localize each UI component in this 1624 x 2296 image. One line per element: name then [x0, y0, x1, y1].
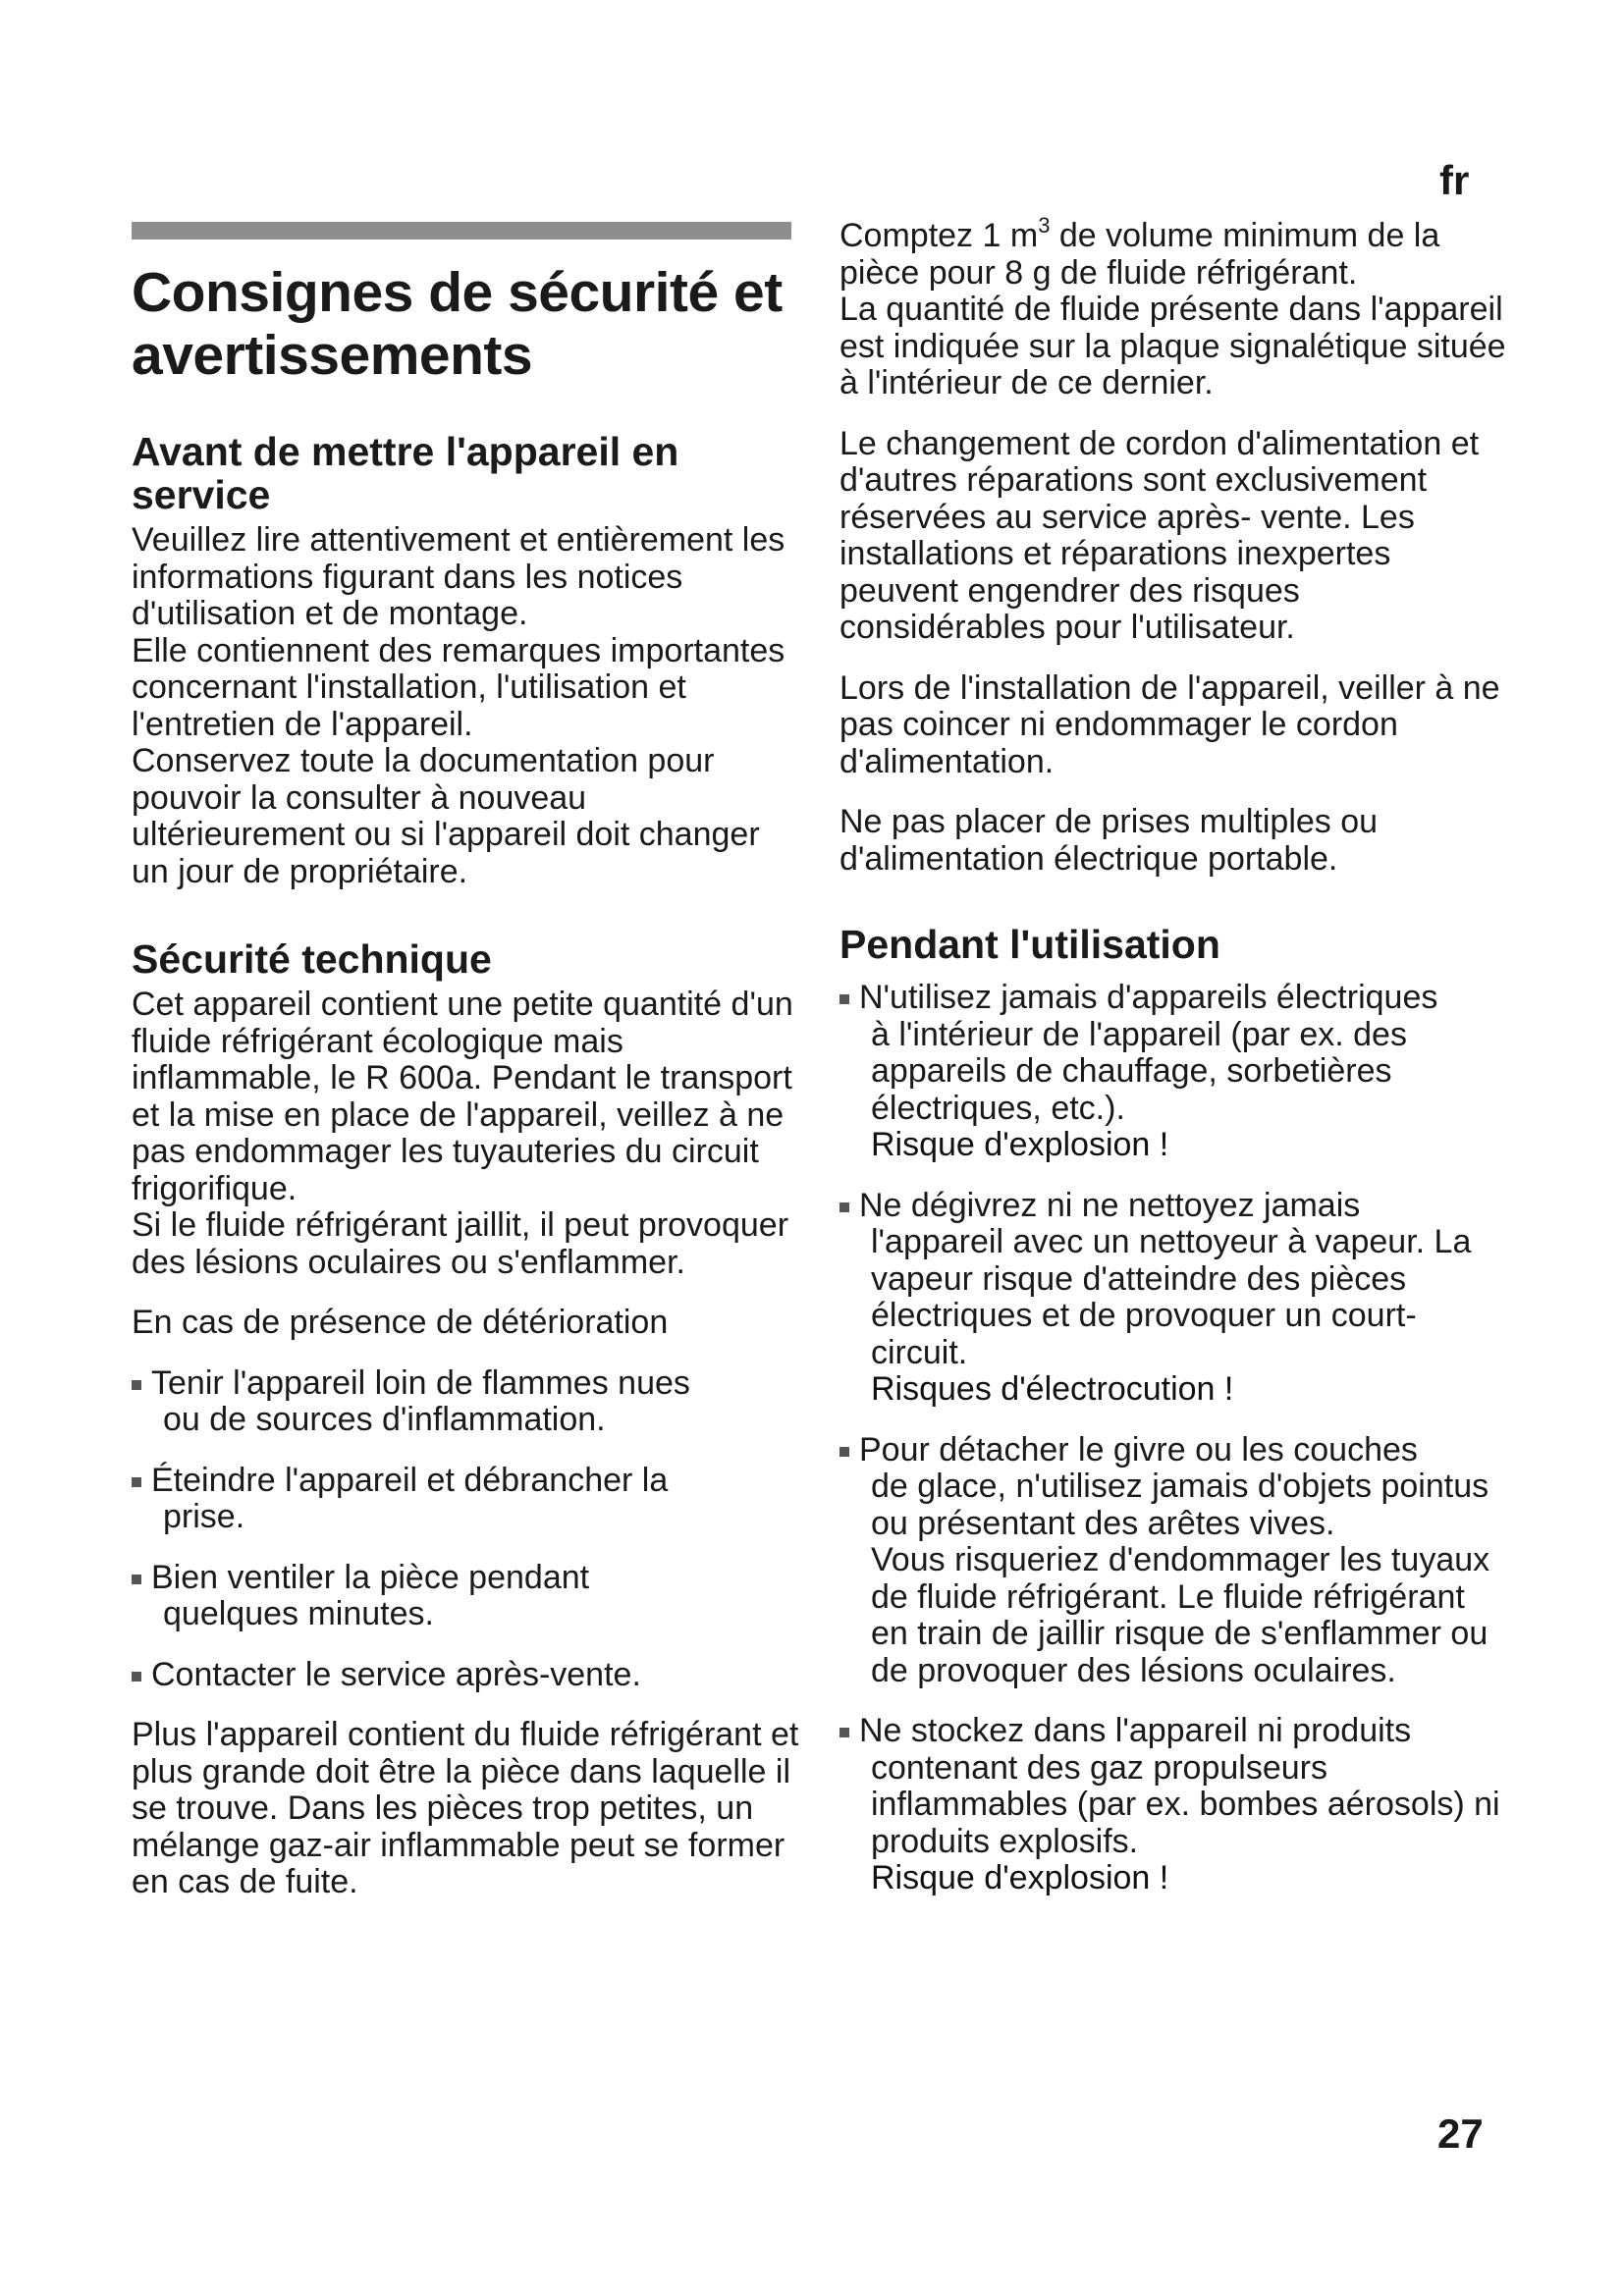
paragraph: Elle contiennent des remarques importantes concernant l'installation, l'utilisation et l'entretien de l'appareil. — [132, 631, 785, 743]
language-code: fr — [1439, 157, 1470, 203]
list-item: Éteindre l'appareil et débrancher la prise. — [132, 1463, 799, 1536]
bullet-icon — [839, 1447, 849, 1457]
bullet-icon — [132, 1477, 141, 1487]
right-column — [839, 212, 1507, 1945]
page-title: Consignes de sécurité et avertissements — [132, 261, 783, 387]
paragraph: Lors de l'installation de l'appareil, veiller à ne pas coincer ni endommager le cordon d'alimentation. — [839, 668, 1500, 780]
paragraph: Comptez 1 $m^3$ de volume minimum de la pièce pour 8 g de fluide réfrigérant. — [839, 212, 1440, 292]
paragraph: En cas de présence de détérioration — [132, 1304, 669, 1341]
bullet-icon — [132, 1575, 141, 1584]
page-number: 27 — [1437, 2110, 1484, 2157]
warning-text: Risque d'explosion ! — [871, 1859, 1169, 1896]
bullet-icon — [839, 1202, 849, 1212]
list-item: Ne dégivrez ni ne nettoyez jamais l'appareil avec un nettoyeur à vapeur. La vapeur risque d'atteindre des pièces électriques et de provoquer un court-circuit. Risques d'électrocution ! — [839, 1188, 1507, 1409]
list-item: Ne stockez dans l'appareil ni produits contenant des gaz propulseurs inflammables (par ex. bombes aérosols) ni produits explosifs. Risque d'explosion ! — [839, 1713, 1507, 1897]
bullet-icon — [839, 994, 849, 1004]
paragraph: Le changement de cordon d'alimentation et d'autres réparations sont exclusivement réservées au service après- vente. Les installations et réparations inexpertes peuvent engendrer des risques considérables pour l'utilisateur. — [839, 424, 1480, 646]
list-item: Bien ventiler la pièce pendant quelques minutes. — [132, 1560, 799, 1633]
paragraph: Plus l'appareil contient du fluide réfrigérant et plus grande doit être la pièce dans laquelle il se trouve. Dans les pièces trop petites, un mélange gaz-air inflammable peut se former en cas de fuite. — [132, 1716, 799, 1900]
paragraph: Si le fluide réfrigérant jaillit, il peut provoquer des lésions oculaires ou s'enflammer. — [132, 1206, 789, 1281]
bullet-icon — [132, 1380, 141, 1390]
section-during-use — [839, 923, 1507, 1897]
paragraph: Ne pas placer de prises multiples ou d'alimentation électrique portable. — [839, 803, 1379, 878]
warning-text: Risque d'explosion ! — [871, 1126, 1169, 1163]
list-item: Contacter le service après-vente. — [132, 1657, 799, 1694]
warning-text: Risques d'électrocution ! — [871, 1370, 1234, 1408]
list-item: Pour détacher le givre ou les couches de glace, n'utilisez jamais d'objets pointus ou présentant des arêtes vives. Vous risqueriez d'endommager les tuyaux de fluide réfrigérant. Le fluide réfrigérant en train de jaillir risque de s'enflammer ou de provoquer des lésions oculaires. — [839, 1432, 1507, 1690]
section-rule — [132, 222, 791, 240]
section-technical-safety — [132, 937, 799, 1901]
paragraph: Conservez toute la documentation pour pouvoir la consulter à nouveau ultérieurement ou si l'appareil doit changer un jour de propriétaire. — [132, 742, 760, 890]
bullet-icon — [839, 1728, 849, 1737]
bullet-list — [839, 980, 1507, 1897]
left-column — [132, 222, 799, 1949]
paragraph: Cet appareil contient une petite quantité d'un fluide réfrigérant écologique mais inflammable, le R 600a. Pendant le transport et la mise en place de l'appareil, veillez à ne pas endommager les tuyauteries du circuit frigorifique. — [132, 986, 793, 1207]
paragraph: Veuillez lire attentivement et entièrement les informations figurant dans les notices d'utilisation et de montage. — [132, 521, 785, 632]
section-heading: Avant de mettre l'appareil en service — [132, 429, 679, 517]
section-heading: Sécurité technique — [132, 936, 492, 982]
list-item: N'utilisez jamais d'appareils électriques à l'intérieur de l'appareil (par ex. des appareils de chauffage, sorbetières électriques, etc.). Risque d'explosion ! — [839, 980, 1507, 1164]
section-before-use — [132, 430, 799, 890]
bullet-list — [132, 1365, 799, 1694]
list-item: Tenir l'appareil loin de flammes nues ou de sources d'inflammation. — [132, 1365, 799, 1439]
bullet-icon — [132, 1672, 141, 1682]
paragraph: La quantité de fluide présente dans l'appareil est indiquée sur la plaque signalétique située à l'intérieur de ce dernier. — [839, 291, 1506, 401]
section-heading: Pendant l'utilisation — [839, 922, 1220, 967]
